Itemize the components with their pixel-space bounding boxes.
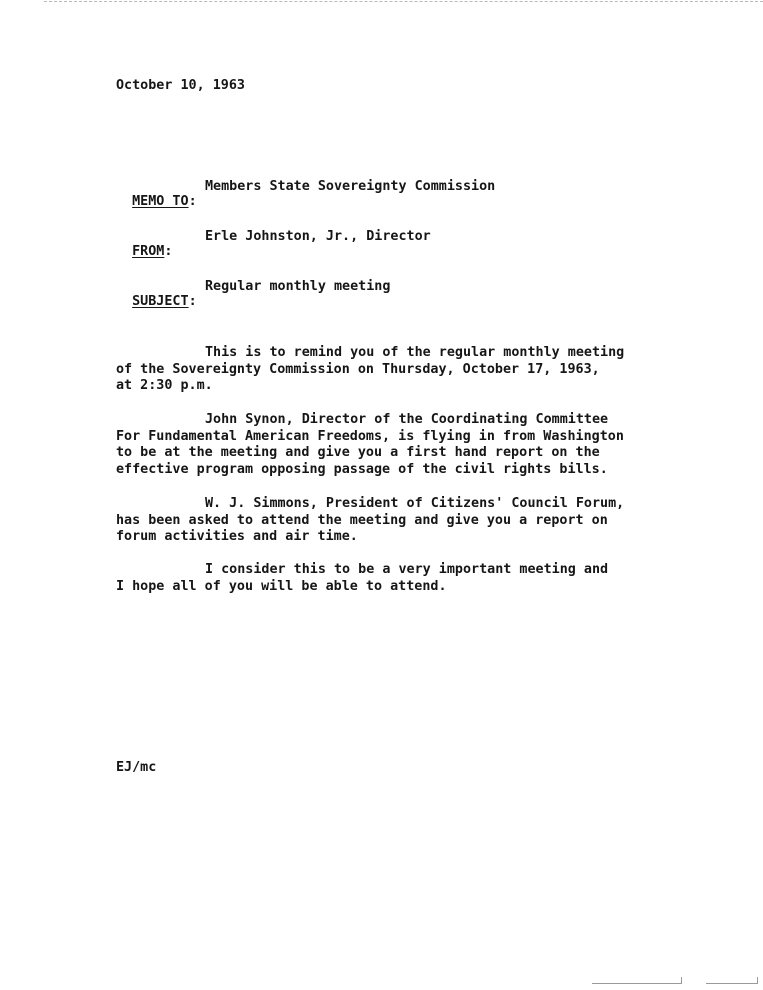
paragraph-line: effective program opposing passage of the civil rights bills.: [116, 461, 608, 477]
scan-margin-mark: [592, 977, 682, 984]
memo-from-line: FROM: Erle Johnston, Jr., Director: [132, 229, 431, 259]
paragraph-reminder: [116, 345, 716, 395]
paragraph-closing: [116, 562, 716, 595]
scan-margin-mark: [706, 977, 758, 984]
memo-date: October 10, 1963: [116, 78, 245, 93]
paragraph-line: has been asked to attend the meeting and give you a report on: [116, 512, 608, 528]
memo-to-line: MEMO TO: Members State Sovereignty Commission: [132, 179, 496, 209]
paragraph-synon: [116, 412, 716, 478]
paragraph-line: at 2:30 p.m.: [116, 378, 213, 394]
memo-to-value: Members State Sovereignty Commission: [205, 179, 496, 194]
paragraph-simmons: [116, 496, 716, 546]
paragraph-line: For Fundamental American Freedoms, is flying in from Washington: [116, 428, 624, 444]
paragraph-line: forum activities and air time.: [116, 529, 358, 545]
paragraph-line: This is to remind you of the regular monthly meeting: [205, 345, 625, 360]
memo-from-value: Erle Johnston, Jr., Director: [205, 229, 431, 244]
memo-subject-line: SUBJECT: Regular monthly meeting: [132, 279, 391, 309]
paragraph-line: I consider this to be a very important meeting and: [205, 562, 609, 577]
memo-subject-value: Regular monthly meeting: [205, 279, 391, 294]
memo-from-label: FROM: [132, 244, 165, 259]
typist-initials: EJ/mc: [116, 760, 157, 775]
memo-to-label: MEMO TO: [132, 194, 189, 209]
paragraph-line: W. J. Simmons, President of Citizens' Council Forum,: [205, 496, 625, 511]
scan-top-edge: [44, 1, 763, 2]
paragraph-line: of the Sovereignty Commission on Thursday, October 17, 1963,: [116, 361, 600, 377]
paragraph-line: to be at the meeting and give you a first hand report on the: [116, 445, 600, 461]
paragraph-line: John Synon, Director of the Coordinating Committee: [205, 412, 609, 427]
memo-subject-label: SUBJECT: [132, 294, 189, 309]
paragraph-line: I hope all of you will be able to attend.: [116, 578, 447, 594]
